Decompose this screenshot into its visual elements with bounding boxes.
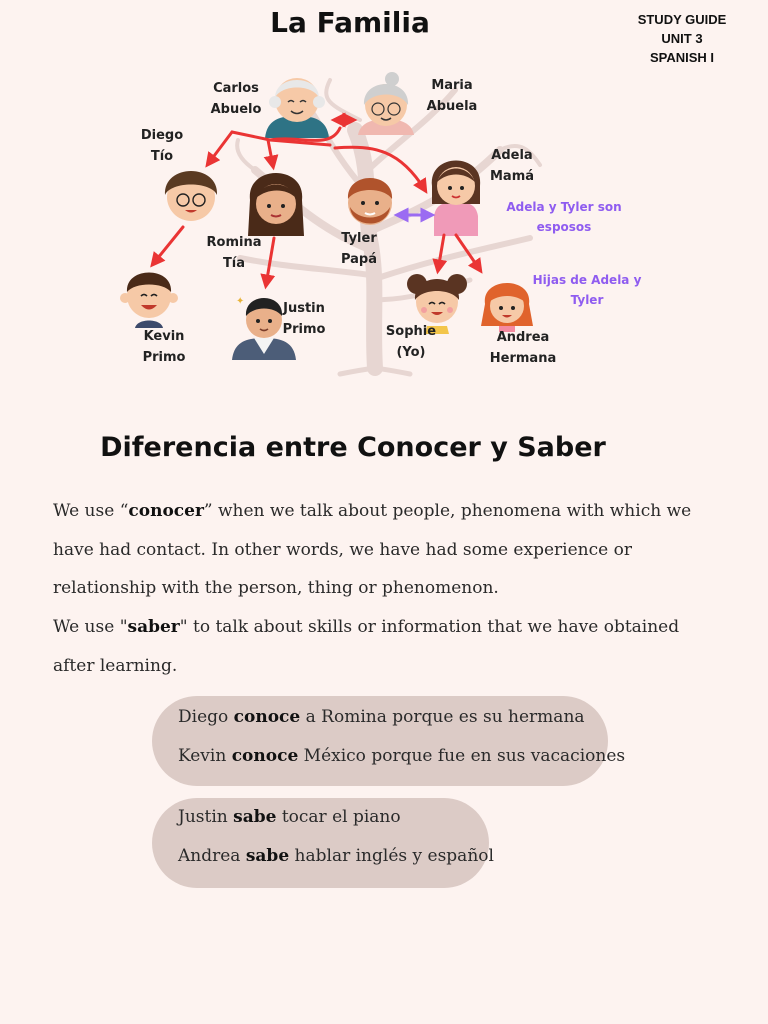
avatar-tyler — [348, 178, 392, 225]
example-verb: conoce — [233, 707, 301, 727]
label-name: Tyler — [341, 231, 377, 246]
keyword-saber: saber — [127, 617, 180, 637]
label-name: Adela — [491, 148, 533, 163]
examples-conocer — [152, 696, 626, 786]
text: We use " — [53, 617, 128, 637]
label-maria — [422, 75, 482, 117]
examples-saber — [152, 798, 494, 888]
guide-line-3: SPANISH I — [649, 50, 715, 65]
label-romina — [204, 232, 264, 274]
example-sentence — [178, 846, 494, 866]
example-rest: tocar el piano — [281, 807, 401, 827]
label-tyler — [334, 228, 384, 270]
avatar-kevin — [120, 273, 178, 329]
example-verb: conoce — [231, 746, 299, 766]
avatar-romina — [248, 173, 304, 236]
label-role: Tío — [150, 149, 174, 164]
label-role: Papá — [340, 252, 378, 267]
paragraph-saber — [53, 608, 693, 685]
label-justin — [278, 298, 330, 340]
label-name: Maria — [431, 78, 473, 93]
label-diego — [136, 125, 188, 167]
label-role: Primo — [282, 322, 326, 337]
text: " to talk about skills or information that we have obtained after learning. — [53, 617, 680, 676]
guide-line-2: UNIT 3 — [661, 31, 703, 46]
label-role: Abuelo — [210, 102, 262, 117]
label-role: (Yo) — [396, 345, 426, 360]
example-sentence — [178, 746, 625, 766]
avatar-adela — [432, 161, 480, 237]
note-line: Hijas de Adela y — [532, 273, 642, 287]
label-carlos — [208, 78, 264, 120]
example-rest: México porque fue en sus vacaciones — [303, 746, 626, 766]
label-name: Romina — [206, 235, 262, 250]
label-name: Justin — [283, 301, 325, 316]
example-rest: hablar inglés y español — [294, 846, 494, 866]
avatar-maria — [358, 72, 414, 135]
note-spouses — [500, 197, 628, 237]
label-role: Hermana — [489, 351, 557, 366]
label-name: Diego — [140, 128, 184, 143]
label-name: Carlos — [213, 81, 259, 96]
example-verb: sabe — [233, 807, 277, 827]
example-subject: Andrea — [178, 846, 241, 866]
label-role: Primo — [142, 350, 186, 365]
label-name: Kevin — [143, 329, 185, 344]
text: ” when we talk about people, phenomena with which we have had contact. In other words, we have had some experience or relationship with the person, thing or phenomenon. — [53, 501, 692, 598]
example-sentence — [178, 707, 585, 727]
example-verb: sabe — [245, 846, 290, 866]
section-title: Diferencia entre Conocer y Saber — [100, 432, 606, 463]
note-line: esposos — [536, 220, 592, 234]
svg-text:✦: ✦ — [236, 296, 245, 307]
note-daughters — [525, 270, 649, 310]
example-sentence — [178, 807, 401, 827]
label-sophie — [382, 321, 440, 363]
keyword-conocer: conocer — [128, 501, 204, 521]
label-role: Abuela — [426, 99, 478, 114]
avatar-carlos — [265, 78, 329, 138]
example-subject: Justin — [178, 807, 228, 827]
label-name: Andrea — [496, 330, 550, 345]
note-line: Adela y Tyler son — [506, 200, 622, 214]
label-role: Tía — [222, 256, 246, 271]
label-kevin — [138, 326, 190, 368]
label-adela — [486, 145, 538, 187]
label-role: Mamá — [489, 169, 535, 184]
example-subject: Kevin — [178, 746, 227, 766]
guide-line-1: STUDY GUIDE — [637, 12, 727, 27]
page-title: La Familia — [270, 6, 430, 39]
note-line: Tyler — [570, 293, 604, 307]
example-subject: Diego — [178, 707, 229, 727]
label-andrea — [488, 327, 558, 369]
label-name: Sophie — [385, 324, 437, 339]
text: We use “ — [53, 501, 129, 521]
avatar-diego — [165, 171, 217, 221]
example-rest: a Romina porque es su hermana — [305, 707, 585, 727]
paragraph-conocer — [53, 492, 693, 608]
